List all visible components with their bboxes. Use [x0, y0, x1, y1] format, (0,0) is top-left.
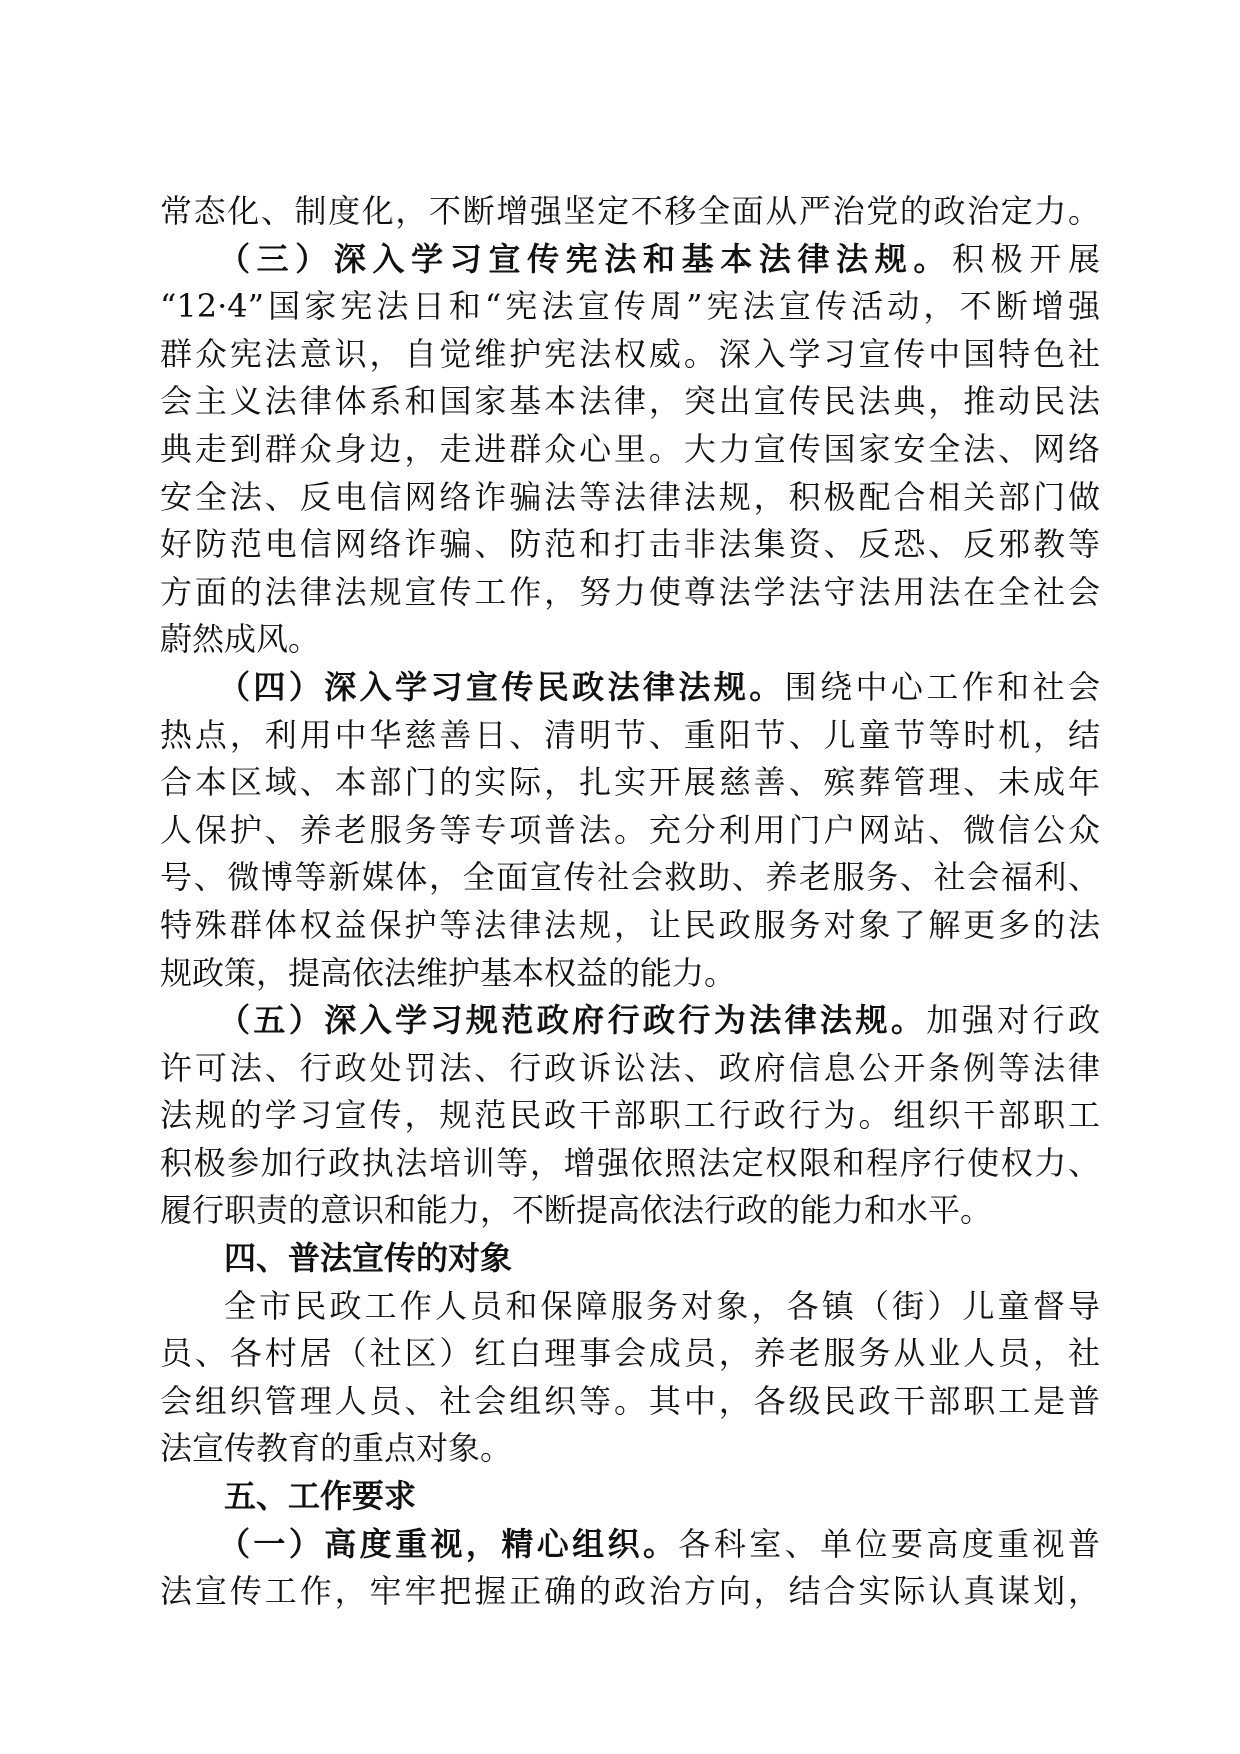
paragraph-line	[160, 902, 1100, 950]
text-run: 常态化、制度化，不断增强坚定不移全面从严治党的政治定力。	[160, 192, 1100, 230]
section-heading-line	[160, 1235, 1100, 1283]
text-run: 规政策，提高依法维护基本权益的能力。	[160, 953, 737, 992]
section-heading-4: （四）深入学习宣传民政法律法规。	[218, 667, 785, 706]
paragraph-line	[160, 1568, 1100, 1616]
text-run: 加强对行政	[926, 1001, 1100, 1040]
text-run: 会主义法律体系和国家基本法律，突出宣传民法典，推动民法	[160, 382, 1100, 421]
paragraph-line	[160, 1425, 1100, 1473]
text-run: 安全法、反电信网络诈骗法等法律法规，积极配合相关部门做	[160, 477, 1100, 516]
text-run: 合本区域、本部门的实际，扎实开展慈善、殡葬管理、未成年	[160, 763, 1100, 802]
paragraph-line	[160, 712, 1100, 760]
text-run: 典走到群众身边，走进群众心里。大力宣传国家安全法、网络	[160, 429, 1100, 468]
section-heading-5: （五）深入学习规范政府行政行为法律法规。	[218, 1001, 927, 1040]
paragraph-line	[160, 1378, 1100, 1426]
text-run: 会组织管理人员、社会组织等。其中，各级民政干部职工是普	[160, 1381, 1100, 1420]
paragraph-line	[160, 950, 1100, 998]
paragraph-line	[160, 521, 1100, 569]
paragraph-line	[160, 1283, 1100, 1331]
text-run: 法宣传教育的重点对象。	[160, 1429, 513, 1468]
text-run: 方面的法律法规宣传工作，努力使尊法学法守法用法在全社会	[160, 572, 1100, 611]
text-run: 围绕中心工作和社会	[784, 667, 1100, 706]
paragraph-line	[160, 616, 1100, 664]
paragraph-line	[160, 759, 1100, 807]
text-run: 各科室、单位要高度重视普	[678, 1524, 1100, 1563]
text-run: 积极参加行政执法培训等，增强依照法定权限和程序行使权力、	[160, 1143, 1100, 1182]
section-heading-3: （三）深入学习宣传宪法和基本法律法规。	[218, 239, 953, 278]
paragraph-line	[160, 807, 1100, 855]
paragraph-line	[160, 426, 1100, 474]
paragraph-line	[160, 997, 1100, 1045]
section-heading-publicity-targets: 四、普法宣传的对象	[224, 1239, 513, 1278]
paragraph-line	[160, 236, 1100, 284]
paragraph-line	[160, 1330, 1100, 1378]
text-run: 特殊群体权益保护等法律法规，让民政服务对象了解更多的法	[160, 905, 1100, 944]
paragraph-line	[160, 283, 1100, 331]
section-heading-work-requirements: 五、工作要求	[224, 1477, 417, 1516]
section-heading-1: （一）高度重视，精心组织。	[218, 1524, 679, 1563]
text-run: 员、各村居（社区）红白理事会成员，养老服务从业人员，社	[160, 1334, 1100, 1373]
text-run: 热点，利用中华慈善日、清明节、重阳节、儿童节等时机，结	[160, 715, 1100, 754]
paragraph-line	[160, 664, 1100, 712]
text-run: 许可法、行政处罚法、行政诉讼法、政府信息公开条例等法律	[160, 1048, 1100, 1087]
paragraph-line	[160, 1045, 1100, 1093]
text-run: 蔚然成风。	[160, 620, 321, 659]
paragraph-line	[160, 474, 1100, 522]
text-run: 履行职责的意识和能力，不断提高依法行政的能力和水平。	[160, 1191, 993, 1230]
paragraph-line	[160, 1521, 1100, 1569]
paragraph-line	[160, 1140, 1100, 1188]
paragraph-line	[160, 188, 1100, 236]
text-run: “12·4”国家宪法日和“宪法宣传周”宪法宣传活动，不断增强	[160, 287, 1100, 326]
document-body	[160, 188, 1100, 1616]
section-heading-line	[160, 1473, 1100, 1521]
paragraph-line	[160, 1092, 1100, 1140]
paragraph-line	[160, 569, 1100, 617]
paragraph-line	[160, 1187, 1100, 1235]
text-run: 法宣传工作，牢牢把握正确的政治方向，结合实际认真谋划，	[160, 1572, 1100, 1611]
text-run: 全市民政工作人员和保障服务对象，各镇（街）儿童督导	[224, 1286, 1100, 1325]
paragraph-line	[160, 331, 1100, 379]
text-run: 积极开展	[952, 239, 1100, 278]
text-run: 人保护、养老服务等专项普法。充分利用门户网站、微信公众	[160, 810, 1100, 849]
paragraph-line	[160, 378, 1100, 426]
text-run: 群众宪法意识，自觉维护宪法权威。深入学习宣传中国特色社	[160, 334, 1100, 373]
text-run: 法规的学习宣传，规范民政干部职工行政行为。组织干部职工	[160, 1096, 1100, 1135]
paragraph-line	[160, 854, 1100, 902]
text-run: 号、微博等新媒体，全面宣传社会救助、养老服务、社会福利、	[160, 858, 1100, 897]
text-run: 好防范电信网络诈骗、防范和打击非法集资、反恐、反邪教等	[160, 525, 1100, 564]
